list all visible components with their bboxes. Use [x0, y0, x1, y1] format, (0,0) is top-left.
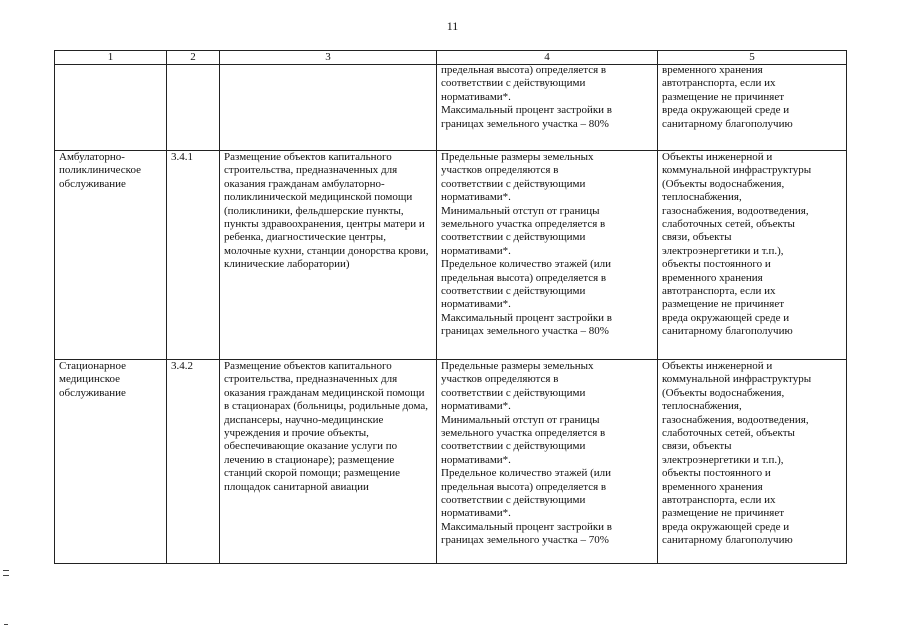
text-line: связи, объекты [662, 231, 732, 244]
text-line: границах земельного участка – 80% [441, 117, 609, 130]
text-line: временного хранения [662, 271, 763, 284]
parameters-list [441, 360, 653, 548]
text-line: Предельное количество этажей (или [441, 467, 612, 480]
text-line: Предельные размеры земельных [441, 360, 594, 372]
table-row-inpatient [55, 360, 847, 564]
use-code-cell [167, 65, 220, 151]
text-line: соответствии с действующими [441, 231, 586, 244]
text-line: соответствии с действующими [441, 440, 586, 453]
text-line: Объекты инженерной и [662, 360, 773, 372]
text-line: Максимальный процент застройки в [441, 520, 612, 533]
margin-mark [3, 570, 9, 571]
text-line: газоснабжения, водоотведения, [662, 204, 809, 217]
text-line: санитарному благополучию [662, 117, 793, 130]
text-line: соответствии с действующими [441, 177, 586, 190]
text-line: автотранспорта, если их [662, 77, 776, 90]
text-line: (Объекты водоснабжения, [662, 386, 785, 399]
text-line: предельная высота) определяется в [441, 271, 607, 284]
use-code-cell [167, 151, 220, 360]
use-name-cell [55, 151, 167, 360]
column-number-2: 2 [167, 51, 220, 65]
text-line: временного хранения [662, 480, 763, 493]
text-line: земельного участка определяется в [441, 218, 606, 231]
text-line: автотранспорта, если их [662, 285, 776, 298]
text-line: нормативами*. [441, 90, 511, 103]
auxiliary-uses-list [662, 151, 842, 339]
use-name-cell [55, 360, 167, 564]
text-line: Объекты инженерной и [662, 151, 773, 163]
column-number-4: 4 [437, 51, 658, 65]
text-line: соответствии с действующими [441, 285, 586, 298]
text-line: коммунальной инфраструктуры [662, 373, 812, 386]
text-line: границах земельного участка – 70% [441, 534, 609, 547]
use-description-cell [220, 65, 437, 151]
text-line: нормативами*. [441, 298, 511, 311]
text-line: газоснабжения, водоотведения, [662, 413, 809, 426]
text-line: Предельные размеры земельных [441, 151, 594, 163]
text-line: размещение не причиняет [662, 507, 785, 520]
parameters-cell [437, 65, 658, 151]
parameters-cell [437, 151, 658, 360]
text-line: теплоснабжения, [662, 191, 742, 204]
auxiliary-uses-cell [658, 360, 847, 564]
land-use-table [54, 50, 847, 564]
text-line: электроэнергетики и т.п.), [662, 244, 784, 257]
text-line: автотранспорта, если их [662, 494, 776, 507]
use-code: 3.4.1 [171, 151, 193, 163]
auxiliary-uses-cell [658, 151, 847, 360]
use-name: Амбулаторно-поликлиническое обслуживание [59, 151, 141, 190]
text-line: предельная высота) определяется в [441, 480, 607, 493]
text-line: соответствии с действующими [441, 77, 586, 90]
column-number-3: 3 [220, 51, 437, 65]
text-line: объекты постоянного и [662, 258, 771, 271]
text-line: предельная высота) определяется в [441, 64, 607, 76]
column-number-row [55, 51, 847, 65]
parameters-list [441, 151, 653, 339]
text-line: Максимальный процент застройки в [441, 311, 612, 324]
text-line: нормативами*. [441, 244, 511, 257]
text-line: размещение не причиняет [662, 298, 785, 311]
text-line: электроэнергетики и т.п.), [662, 453, 784, 466]
text-line: Минимальный отступ от границы [441, 204, 600, 217]
use-description-cell [220, 151, 437, 360]
text-line: нормативами*. [441, 191, 511, 204]
text-line: объекты постоянного и [662, 467, 771, 480]
text-line: границах земельного участка – 80% [441, 325, 609, 338]
auxiliary-uses-list [662, 65, 842, 132]
text-line: нормативами*. [441, 400, 511, 413]
margin-mark [3, 575, 9, 576]
text-line: слаботочных сетей, объекты [662, 218, 795, 231]
text-line: нормативами*. [441, 507, 511, 520]
text-line: слаботочных сетей, объекты [662, 427, 795, 440]
column-number-1: 1 [55, 51, 167, 65]
text-line: санитарному благополучию [662, 534, 793, 547]
column-number-5: 5 [658, 51, 847, 65]
text-line: нормативами*. [441, 453, 511, 466]
margin-tick [4, 624, 8, 625]
text-line: теплоснабжения, [662, 400, 742, 413]
text-line: земельного участка определяется в [441, 427, 606, 440]
margin-marks [3, 570, 9, 580]
use-name-cell [55, 65, 167, 151]
text-line: вреда окружающей среде и [662, 520, 790, 533]
table-row-continued [55, 65, 847, 151]
text-line: Предельное количество этажей (или [441, 258, 612, 271]
text-line: участков определяются в [441, 373, 559, 386]
text-line: временного хранения [662, 64, 763, 76]
text-line: соответствии с действующими [441, 386, 586, 399]
parameters-cell [437, 360, 658, 564]
use-description: Размещение объектов капитального строительства, предназначенных для оказания гражданам амбулаторно-поликлинической медицинской помощи (поликлиники, фельдшерские пункты, пункты здравоохранения, центры матери и ребенка, диагностические центры, молочные кухни, станции донорства крови, клинические лаборатории) [224, 151, 429, 271]
use-description: Размещение объектов капитального строительства, предназначенных для оказания гражданам медицинской помощи в стационарах (больницы, родильные дома, диспансеры, научно-медицинские учреждения и прочие объекты, обеспечивающие оказание услуги по лечению в стационаре); размещение станций скорой помощи; размещение площадок санитарной авиации [224, 360, 428, 493]
use-code-cell [167, 360, 220, 564]
text-line: Минимальный отступ от границы [441, 413, 600, 426]
text-line: коммунальной инфраструктуры [662, 164, 812, 177]
text-line: соответствии с действующими [441, 494, 586, 507]
text-line: Максимальный процент застройки в [441, 104, 612, 117]
text-line: участков определяются в [441, 164, 559, 177]
text-line: вреда окружающей среде и [662, 104, 790, 117]
use-code: 3.4.2 [171, 360, 193, 372]
use-description-cell [220, 360, 437, 564]
parameters-list [441, 65, 653, 132]
text-line: связи, объекты [662, 440, 732, 453]
table-row-ambulatory [55, 151, 847, 360]
text-line: вреда окружающей среде и [662, 311, 790, 324]
use-name: Стационарное медицинское обслуживание [59, 360, 126, 399]
auxiliary-uses-cell [658, 65, 847, 151]
text-line: (Объекты водоснабжения, [662, 177, 785, 190]
text-line: санитарному благополучию [662, 325, 793, 338]
auxiliary-uses-list [662, 360, 842, 548]
page-number: 11 [446, 19, 459, 33]
text-line: размещение не причиняет [662, 90, 785, 103]
